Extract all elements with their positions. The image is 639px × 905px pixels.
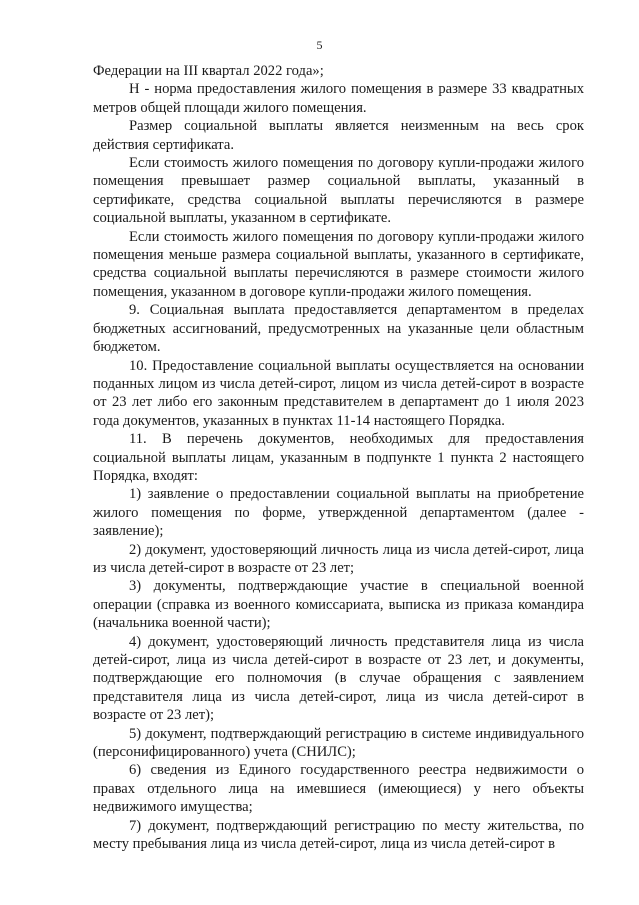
paragraph-item-10: 10. Предоставление социальной выплаты осуществляется на основании поданных лицом из числа детей-сирот, лицом из числа детей-сирот в возрасте от 23 лет либо его законным представителем в департамент до 1 июля 2023 года документов, указанных в пунктах 11-14 настоящего Порядка. bbox=[93, 357, 584, 429]
list-item-5: 5) документ, подтверждающий регистрацию в системе индивидуального (персонифицированного) учета (СНИЛС); bbox=[93, 725, 584, 761]
paragraph-item-9: 9. Социальная выплата предоставляется департаментом в пределах бюджетных ассигнований, предусмотренных на указанные цели областным бюджетом. bbox=[93, 302, 584, 356]
list-item-2: 2) документ, удостоверяющий личность лица из числа детей-сирот, лица из числа детей-сирот в возрасте от 23 лет; bbox=[93, 541, 584, 576]
list-item-6: 6) сведения из Единого государственного реестра недвижимости о правах отдельного лица на имевшиеся (имеющиеся) у него объекты недвижимого имущества; bbox=[93, 762, 584, 816]
list-item-4: 4) документ, удостоверяющий личность представителя лица из числа детей-сирот, лица из числа детей-сирот в возрасте от 23 лет, и документы, подтверждающие его полномочия (в случае обращения с заявлением представителя лица из числа детей-сирот, лица из числа детей-сирот в возрасте от 23 лет); bbox=[93, 633, 584, 724]
paragraph-cost-exceeds: Если стоимость жилого помещения по договору купли-продажи жилого помещения превышает размер социальной выплаты, указанный в сертификате, средства социальной выплаты перечисляются в размере социальной выплаты, указанном в сертификате. bbox=[93, 155, 584, 227]
page-number: 5 bbox=[316, 38, 323, 52]
paragraph-payment-fixed: Размер социальной выплаты является неизменным на весь срок действия сертификата. bbox=[93, 118, 584, 153]
paragraph-continuation: Федерации на III квартал 2022 года»; bbox=[93, 63, 324, 79]
paragraph-cost-less: Если стоимость жилого помещения по договору купли-продажи жилого помещения меньше размера социальной выплаты, указанного в сертификате, средства социальной выплаты перечисляются в размере стоимости жилого помещения, указанном в договоре купли-продажи жилого помещения. bbox=[93, 228, 584, 300]
paragraph-norm-definition: Н - норма предоставления жилого помещения в размере 33 квадратных метров общей площади жилого помещения. bbox=[93, 81, 584, 116]
list-item-3: 3) документы, подтверждающие участие в специальной военной операции (справка из военного комиссариата, выписка из приказа командира (начальника военной части); bbox=[93, 578, 584, 632]
list-item-1: 1) заявление о предоставлении социальной выплаты на приобретение жилого помещения по форме, утвержденной департаментом (далее - заявление); bbox=[93, 486, 584, 540]
document-body bbox=[93, 62, 584, 853]
list-item-7: 7) документ, подтверждающий регистрацию по месту жительства, по месту пребывания лица из числа детей-сирот, лица из числа детей-сирот в bbox=[93, 817, 584, 853]
paragraph-item-11: 11. В перечень документов, необходимых для предоставления социальной выплаты лицам, указанным в подпункте 1 пункта 2 настоящего Порядка, входят: bbox=[93, 431, 584, 484]
